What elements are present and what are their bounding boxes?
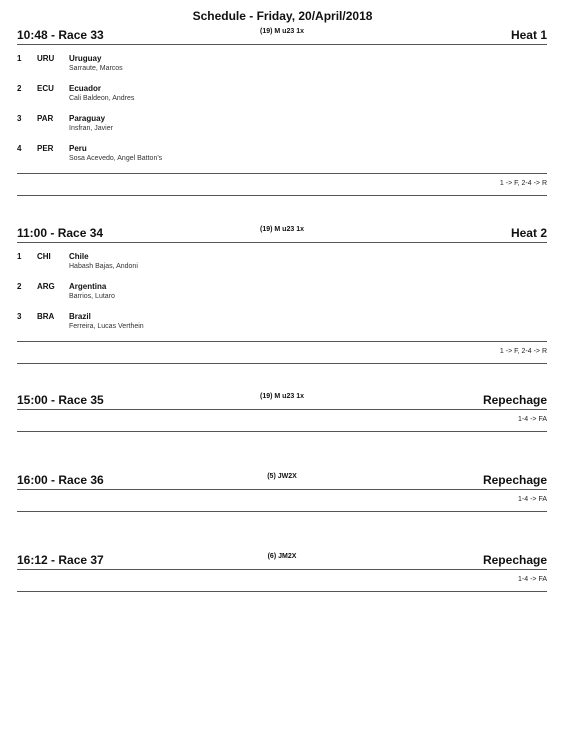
rower-names: Sosa Acevedo, Angel Batton's: [69, 155, 163, 162]
country-code: PER: [37, 144, 54, 153]
rower-names: Barrios, Lutaro: [69, 293, 115, 300]
race-block: [17, 553, 547, 592]
country-name: Uruguay: [69, 54, 102, 63]
race-event: (19) M u23 1x: [260, 226, 304, 233]
race-phase: Repechage: [482, 393, 547, 407]
race-header: [17, 393, 547, 409]
lane-number: 3: [17, 312, 22, 321]
race-header: [17, 28, 547, 44]
crew-row: [17, 81, 547, 111]
progression-rule: 1 -> F, 2-4 -> R: [499, 180, 547, 187]
lane-number: 2: [17, 282, 22, 291]
progression-rule: 1-4 -> FA: [518, 496, 547, 503]
country-code: ARG: [37, 282, 55, 291]
country-code: PAR: [37, 114, 54, 123]
crew-row: [17, 309, 547, 339]
crew-list: [17, 45, 547, 171]
race-phase: Repechage: [482, 553, 547, 567]
race-event: (19) M u23 1x: [260, 393, 304, 400]
rower-names: Sarraute, Marcos: [69, 65, 123, 72]
race-event: (6) JM2X: [267, 553, 297, 560]
country-name: Ecuador: [69, 84, 102, 93]
race-header: [17, 473, 547, 489]
lane-number: 1: [17, 54, 22, 63]
country-name: Chile: [69, 252, 89, 261]
race-time: 11:00 - Race 34: [17, 226, 104, 240]
divider: [17, 363, 547, 364]
country-name: Paraguay: [69, 114, 106, 123]
divider: [17, 591, 547, 592]
race-phase: Repechage: [482, 473, 547, 487]
country-code: ECU: [37, 84, 54, 93]
race-time: 16:12 - Race 37: [17, 553, 104, 567]
country-code: BRA: [37, 312, 55, 321]
rower-names: Cali Baldeon, Andres: [69, 95, 135, 102]
country-name: Peru: [69, 144, 87, 153]
divider: [17, 511, 547, 512]
crew-row: [17, 141, 547, 171]
crew-row: [17, 249, 547, 279]
race-block: [17, 393, 547, 432]
crew-list: [17, 243, 547, 339]
crew-row: [17, 279, 547, 309]
race-block: [17, 473, 547, 512]
race-time: 15:00 - Race 35: [17, 393, 104, 407]
race-time: 10:48 - Race 33: [17, 28, 104, 42]
race-block: [17, 226, 547, 364]
rower-names: Insfran, Javier: [69, 125, 113, 132]
country-name: Argentina: [69, 282, 107, 291]
race-phase: Heat 1: [510, 28, 547, 42]
race-header: [17, 226, 547, 242]
country-code: URU: [37, 54, 55, 63]
rower-names: Ferreira, Lucas Verthein: [69, 323, 144, 330]
rower-names: Habash Bajas, Andoni: [69, 263, 138, 270]
page-title: Schedule - Friday, 20/April/2018: [192, 9, 373, 23]
lane-number: 2: [17, 84, 22, 93]
country-name: Brazil: [69, 312, 91, 321]
race-event: (5) JW2X: [267, 473, 297, 480]
divider: [17, 431, 547, 432]
progression-rule: 1 -> F, 2-4 -> R: [499, 348, 547, 355]
progression-rule: 1-4 -> FA: [518, 416, 547, 423]
race-time: 16:00 - Race 36: [17, 473, 104, 487]
race-event: (19) M u23 1x: [260, 28, 304, 35]
lane-number: 3: [17, 114, 22, 123]
race-header: [17, 553, 547, 569]
race-phase: Heat 2: [510, 226, 547, 240]
country-code: CHI: [37, 252, 51, 261]
lane-number: 1: [17, 252, 22, 261]
divider: [17, 195, 547, 196]
crew-row: [17, 51, 547, 81]
race-block: [17, 28, 547, 196]
crew-row: [17, 111, 547, 141]
progression-rule: 1-4 -> FA: [518, 576, 547, 583]
lane-number: 4: [17, 144, 22, 153]
